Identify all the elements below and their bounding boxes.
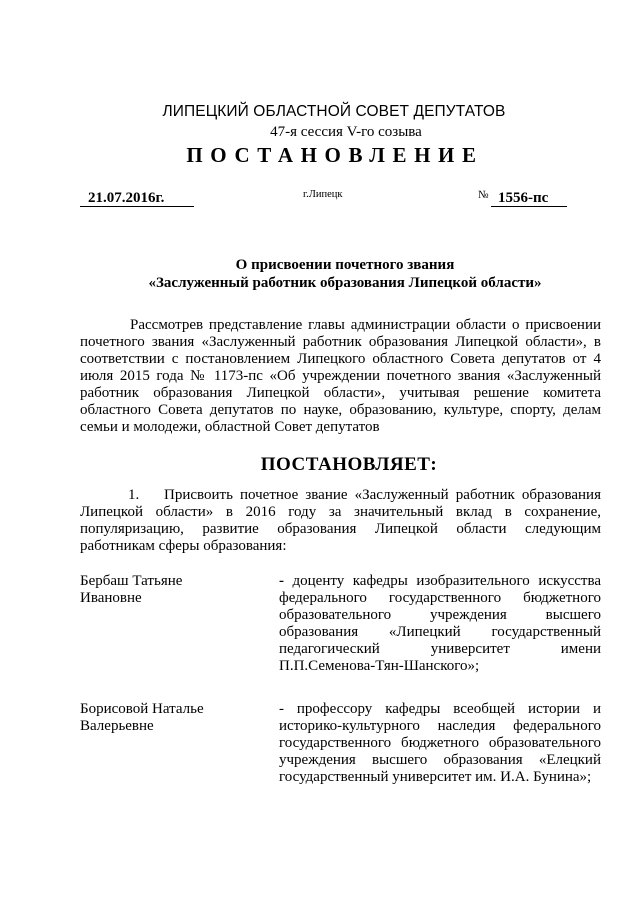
document-type-title: ПОСТАНОВЛЕНИЕ: [186, 143, 484, 167]
item-1-text: Присвоить почетное звание «Заслуженный работник образования Липецкой области» в 2016 году за значительный вклад в сохранение, популяризацию, развитие образования Липецкой области следующим работникам сферы образования:: [80, 487, 601, 554]
item-1-paragraph: [80, 487, 601, 555]
recipient-description: [279, 701, 601, 786]
recipient-description: [279, 573, 601, 675]
recipient-name-line-2: Ивановне: [80, 590, 142, 606]
recipient-dash: -: [279, 701, 284, 717]
number-sign: №: [478, 189, 489, 201]
recipient-name-line-1: Бербаш Татьяне: [80, 573, 183, 589]
preamble-paragraph: Рассмотрев представление главы администрации области о присвоении почетного звания «Заслуженный работник образования Липецкой области», в соответствии с постановлением Липецкого областного Совета депутатов от 4 июля 2015 года № 1173-пс «Об учреждении почетного звания «Заслуженный работник образования Липецкой области», учитывая решение комитета областного Совета депутатов по науке, образованию, культуре, спорту, делам семьи и молодежи, областной Совет депутатов: [80, 317, 601, 435]
recipient-name: [80, 573, 260, 607]
number-underline: [491, 206, 567, 207]
recipient-description-text: профессору кафедры всеобщей истории и историко-культурного наследия федерального государственного бюджетного образовательного учреждения высшего образования «Елецкий государственный университет им. И.А. Бунина»;: [279, 701, 601, 785]
decree-city: г.Липецк: [303, 189, 343, 200]
session-line: 47-я сессия V-го созыва: [270, 124, 422, 140]
subject-line-1: О присвоении почетного звания: [235, 257, 455, 273]
organization-name: ЛИПЕЦКИЙ ОБЛАСТНОЙ СОВЕТ ДЕПУТАТОВ: [162, 103, 506, 120]
date-underline: [80, 206, 194, 207]
recipient-dash: -: [279, 573, 284, 589]
decree-subject: [80, 256, 610, 292]
subject-line-2: «Заслуженный работник образования Липецкой области»: [148, 275, 542, 291]
item-1-number: 1.: [128, 487, 140, 503]
recipient-name: [80, 701, 260, 735]
recipient-name-line-1: Борисовой Наталье: [80, 701, 204, 717]
decree-date: 21.07.2016г.: [88, 190, 165, 206]
recipient-name-line-2: Валерьевне: [80, 718, 154, 734]
resolves-heading: ПОСТАНОВЛЯЕТ:: [260, 454, 438, 475]
recipient-description-text: доценту кафедры изобразительного искусства федерального государственного бюджетного образовательного учреждения высшего образования «Липецкий государственный педагогический университет имени П.П.Семенова-Тян-Шанского»;: [279, 573, 601, 674]
decree-number: 1556-пс: [498, 190, 549, 206]
